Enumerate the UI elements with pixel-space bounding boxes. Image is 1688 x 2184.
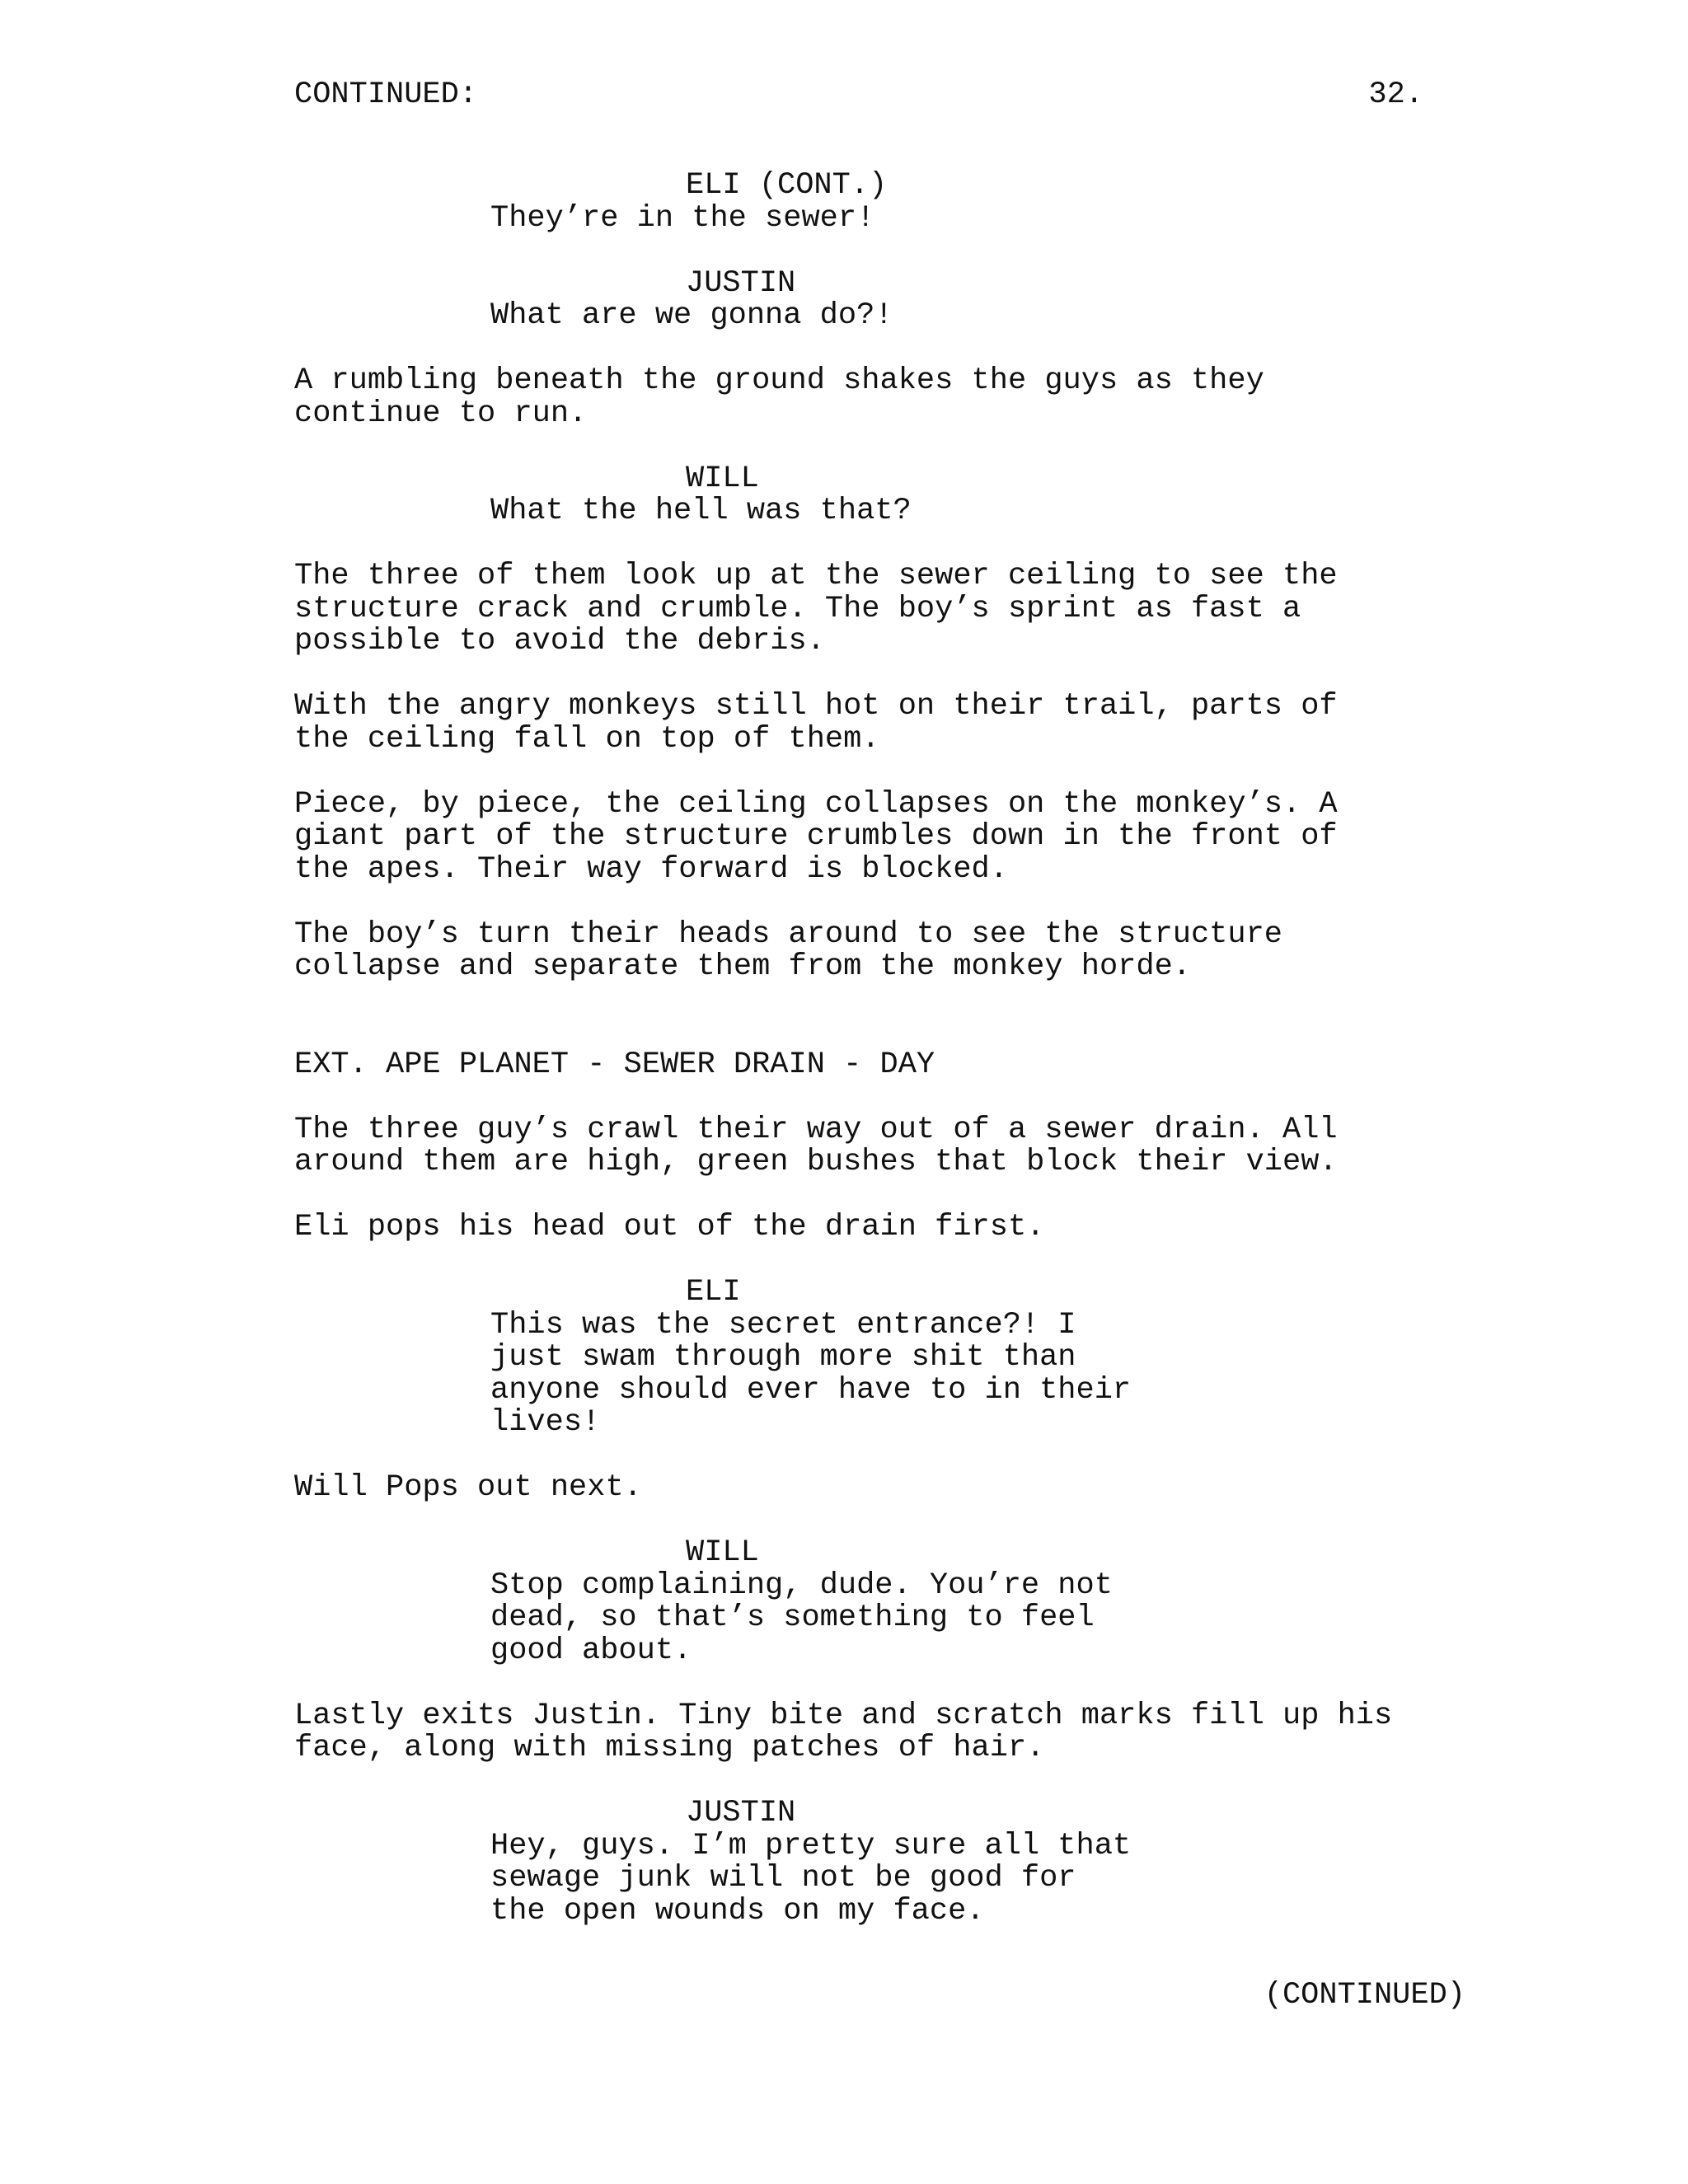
dialogue-block	[294, 265, 1481, 333]
action-paragraph	[294, 691, 1481, 756]
dialogue-line: dead, so that’s something to feel	[490, 1601, 1095, 1635]
dialogue-line: What the hell was that?	[490, 494, 912, 528]
action-line: continue to run.	[294, 396, 588, 431]
character-name: WILL	[686, 461, 759, 496]
action-line: around them are high, green bushes that block their view.	[294, 1145, 1338, 1179]
action-paragraph	[294, 1114, 1481, 1179]
dialogue-line: This was the secret entrance?! I	[490, 1307, 1076, 1343]
action-line: Will Pops out next.	[294, 1470, 642, 1505]
dialogue-line: lives!	[490, 1405, 601, 1440]
dialogue-line: Hey, guys. I’m pretty sure all that	[490, 1828, 1132, 1863]
dialogue-block	[294, 1277, 1481, 1440]
scene-heading: EXT. APE PLANET - SEWER DRAIN - DAY	[294, 1047, 935, 1082]
dialogue-line: sewage junk will not be good for	[490, 1861, 1076, 1896]
dialogue-line: good about.	[490, 1633, 692, 1668]
action-paragraph	[294, 916, 1481, 984]
page-number: 32.	[1368, 77, 1423, 112]
character-name: ELI	[686, 1275, 741, 1310]
dialogue-block	[294, 1797, 1481, 1928]
action-paragraph	[294, 786, 1481, 887]
action-line: possible to avoid the debris.	[294, 624, 825, 658]
dialogue-line: What are we gonna do?!	[490, 298, 893, 333]
action-line: structure crack and crumble. The boy’s sprint as fast a	[294, 591, 1301, 626]
action-line: collapse and separate them from the monkey horde.	[294, 949, 1191, 984]
action-line: the apes. Their way forward is blocked.	[294, 851, 1008, 887]
character-name: JUSTIN	[686, 1796, 796, 1830]
dialogue-line: They’re in the sewer!	[490, 200, 875, 236]
dialogue-line: just swam through more shit than	[490, 1340, 1076, 1375]
continued-footer: (CONTINUED)	[1264, 1978, 1465, 2013]
script-body	[294, 170, 1481, 1961]
action-line: The three of them look up at the sewer ceiling to see the	[294, 559, 1338, 593]
action-line: The three guy’s crawl their way out of a sewer drain. All	[294, 1112, 1338, 1147]
action-line: A rumbling beneath the ground shakes the guys as they	[294, 363, 1264, 398]
character-name: ELI (CONT.)	[686, 168, 888, 203]
dialogue-block	[294, 1537, 1481, 1667]
dialogue-block	[294, 170, 1481, 235]
scene-break-spacer	[294, 1016, 1481, 1049]
action-line: the ceiling fall on top of them.	[294, 721, 880, 757]
dialogue-line: the open wounds on my face.	[490, 1893, 985, 1929]
continued-header: CONTINUED:	[294, 77, 478, 112]
dialogue-line: Stop complaining, dude. You’re not	[490, 1568, 1113, 1603]
action-line: With the angry monkeys still hot on their trail, parts of	[294, 689, 1338, 724]
action-paragraph	[294, 560, 1481, 658]
action-line: Piece, by piece, the ceiling collapses on the monkey’s. A	[294, 786, 1338, 822]
page-header	[294, 79, 1423, 112]
action-paragraph	[294, 365, 1481, 430]
action-line: face, along with missing patches of hair.	[294, 1731, 1045, 1765]
dialogue-line: anyone should ever have to in their	[490, 1372, 1132, 1408]
action-paragraph	[294, 1700, 1481, 1765]
action-paragraph	[294, 1212, 1481, 1244]
character-name: JUSTIN	[686, 265, 796, 301]
action-paragraph	[294, 1472, 1481, 1505]
action-line: Eli pops his head out of the drain first.	[294, 1210, 1045, 1244]
dialogue-block	[294, 463, 1481, 528]
action-line: Lastly exits Justin. Tiny bite and scratch marks fill up his	[294, 1698, 1393, 1733]
action-line: The boy’s turn their heads around to see the structure	[294, 916, 1282, 952]
action-line: giant part of the structure crumbles down in the front of	[294, 819, 1338, 854]
character-name: WILL	[686, 1535, 759, 1570]
